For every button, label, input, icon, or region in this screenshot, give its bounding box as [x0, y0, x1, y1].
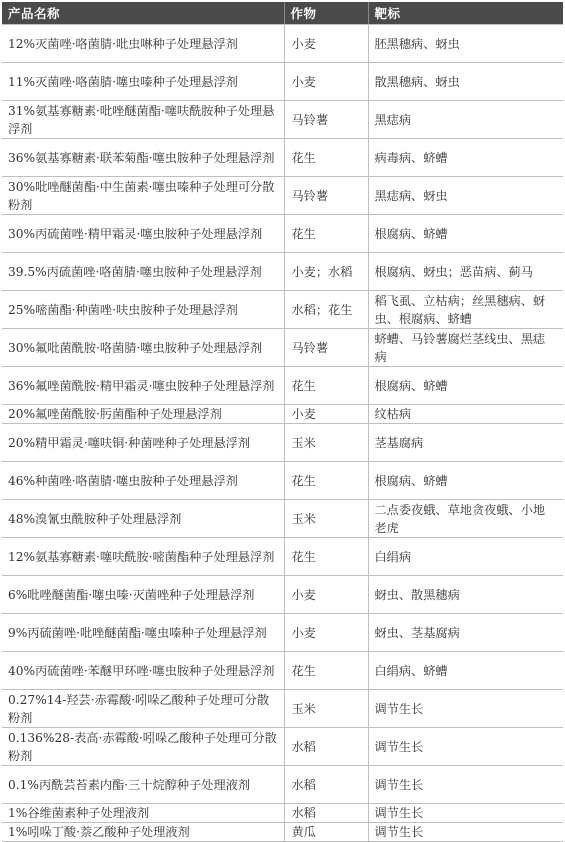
table-row [2, 690, 563, 728]
cell-product-name: 20%精甲霜灵·噻呋铜·种菌唑种子处理悬浮剂 [2, 424, 284, 462]
cell-product-name: 30%丙硫菌唑·精甲霜灵·噻虫胺种子处理悬浮剂 [2, 215, 284, 253]
table-row [2, 177, 563, 215]
cell-product-name: 31%氨基寡糖素·吡唑醚菌酯·噻呋酰胺种子处理悬浮剂 [2, 101, 284, 139]
table-row [2, 63, 563, 101]
cell-crop: 水稻 [284, 766, 368, 804]
table-row [2, 728, 563, 766]
cell-product-name: 30%吡唑醚菌酯·中生菌素·噻虫嗪种子处理可分散粉剂 [2, 177, 284, 215]
cell-product-name: 39.5%丙硫菌唑·咯菌腈·噻虫胺种子处理悬浮剂 [2, 253, 284, 291]
cell-crop: 小麦 [284, 614, 368, 652]
cell-product-name: 0.1%丙酰芸苔素内酯·三十烷醇种子处理液剂 [2, 766, 284, 804]
cell-product-name: 46%种菌唑·咯菌腈·噻虫胺种子处理悬浮剂 [2, 462, 284, 500]
cell-target: 二点委夜蛾、草地贪夜蛾、小地老虎 [368, 500, 563, 538]
cell-target: 蚜虫、散黑穗病 [368, 576, 563, 614]
cell-target: 根腐病、蛴螬 [368, 215, 563, 253]
table-header-row [2, 2, 563, 25]
cell-product-name: 36%氟唑菌酰胺·精甲霜灵·噻虫胺种子处理悬浮剂 [2, 367, 284, 405]
table-row [2, 500, 563, 538]
cell-crop: 花生 [284, 139, 368, 177]
cell-target: 根腐病、蛴螬 [368, 462, 563, 500]
cell-crop: 小麦 [284, 63, 368, 101]
cell-crop: 玉米 [284, 424, 368, 462]
cell-product-name: 1%吲哚丁酸·萘乙酸种子处理液剂 [2, 823, 284, 842]
table-row [2, 576, 563, 614]
cell-product-name: 0.27%14-羟芸·赤霉酸·吲哚乙酸种子处理可分散粉剂 [2, 690, 284, 728]
cell-crop: 马铃薯 [284, 101, 368, 139]
cell-crop: 黄瓜 [284, 823, 368, 842]
cell-target: 根腐病、蚜虫；恶苗病、蓟马 [368, 253, 563, 291]
cell-target: 纹枯病 [368, 405, 563, 424]
cell-crop: 花生 [284, 215, 368, 253]
cell-target: 白绢病、蛴螬 [368, 652, 563, 690]
cell-crop: 马铃薯 [284, 177, 368, 215]
table-row [2, 329, 563, 367]
table-row [2, 823, 563, 842]
table-row [2, 804, 563, 823]
product-table [2, 2, 563, 842]
cell-target: 蛴螬、马铃薯腐烂茎线虫、黑痣病 [368, 329, 563, 367]
cell-target: 调节生长 [368, 804, 563, 823]
cell-crop: 玉米 [284, 690, 368, 728]
cell-target: 根腐病、蛴螬 [368, 367, 563, 405]
table-row [2, 462, 563, 500]
cell-product-name: 9%丙硫菌唑·吡唑醚菌酯·噻虫嗪种子处理悬浮剂 [2, 614, 284, 652]
cell-product-name: 1%谷维菌素种子处理液剂 [2, 804, 284, 823]
cell-product-name: 25%嘧菌酯·种菌唑·呋虫胺种子处理悬浮剂 [2, 291, 284, 329]
table-row [2, 139, 563, 177]
cell-product-name: 40%丙硫菌唑·苯醚甲环唑·噻虫胺种子处理悬浮剂 [2, 652, 284, 690]
cell-target: 病毒病、蛴螬 [368, 139, 563, 177]
table-row [2, 652, 563, 690]
table-row [2, 614, 563, 652]
cell-target: 调节生长 [368, 690, 563, 728]
cell-target: 调节生长 [368, 766, 563, 804]
cell-crop: 小麦 [284, 25, 368, 63]
header-crop: 作物 [284, 2, 368, 25]
cell-target: 散黑穗病、蚜虫 [368, 63, 563, 101]
cell-crop: 花生 [284, 652, 368, 690]
cell-crop: 水稻 [284, 728, 368, 766]
header-product-name: 产品名称 [2, 2, 284, 25]
table-row [2, 538, 563, 576]
header-target: 靶标 [368, 2, 563, 25]
cell-product-name: 20%氟唑菌酰胺·肟菌酯种子处理悬浮剂 [2, 405, 284, 424]
cell-product-name: 48%溴氰虫酰胺种子处理悬浮剂 [2, 500, 284, 538]
cell-product-name: 0.136%28-表高·赤霉酸·吲哚乙酸种子处理可分散粉剂 [2, 728, 284, 766]
table-row [2, 367, 563, 405]
cell-product-name: 12%灭菌唑·咯菌腈·吡虫啉种子处理悬浮剂 [2, 25, 284, 63]
cell-product-name: 12%氨基寡糖素·噻呋酰胺·嘧菌酯种子处理悬浮剂 [2, 538, 284, 576]
cell-product-name: 6%吡唑醚菌酯·噻虫嗪·灭菌唑种子处理悬浮剂 [2, 576, 284, 614]
product-table-container [2, 2, 563, 842]
table-body [2, 25, 563, 842]
table-row [2, 253, 563, 291]
cell-crop: 花生 [284, 462, 368, 500]
cell-target: 茎基腐病 [368, 424, 563, 462]
table-row [2, 405, 563, 424]
cell-product-name: 30%氟吡菌酰胺·咯菌腈·噻虫胺种子处理悬浮剂 [2, 329, 284, 367]
table-row [2, 25, 563, 63]
cell-target: 调节生长 [368, 728, 563, 766]
cell-target: 蚜虫、茎基腐病 [368, 614, 563, 652]
cell-target: 胚黑穗病、蚜虫 [368, 25, 563, 63]
cell-target: 黑痣病、蚜虫 [368, 177, 563, 215]
table-row [2, 424, 563, 462]
cell-crop: 小麦 [284, 576, 368, 614]
cell-crop: 花生 [284, 367, 368, 405]
cell-target: 白绢病 [368, 538, 563, 576]
cell-crop: 水稻 [284, 804, 368, 823]
cell-target: 稻飞虱、立枯病；丝黑穗病、蚜虫、根腐病、蛴螬 [368, 291, 563, 329]
cell-crop: 花生 [284, 538, 368, 576]
cell-crop: 水稻；花生 [284, 291, 368, 329]
cell-crop: 小麦 [284, 405, 368, 424]
table-row [2, 766, 563, 804]
cell-crop: 马铃薯 [284, 329, 368, 367]
table-row [2, 291, 563, 329]
table-row [2, 215, 563, 253]
cell-target: 调节生长 [368, 823, 563, 842]
table-row [2, 101, 563, 139]
cell-target: 黑痣病 [368, 101, 563, 139]
cell-product-name: 36%氨基寡糖素·联苯菊酯·噻虫胺种子处理悬浮剂 [2, 139, 284, 177]
cell-product-name: 11%灭菌唑·咯菌腈·噻虫嗪种子处理悬浮剂 [2, 63, 284, 101]
cell-crop: 小麦；水稻 [284, 253, 368, 291]
cell-crop: 玉米 [284, 500, 368, 538]
